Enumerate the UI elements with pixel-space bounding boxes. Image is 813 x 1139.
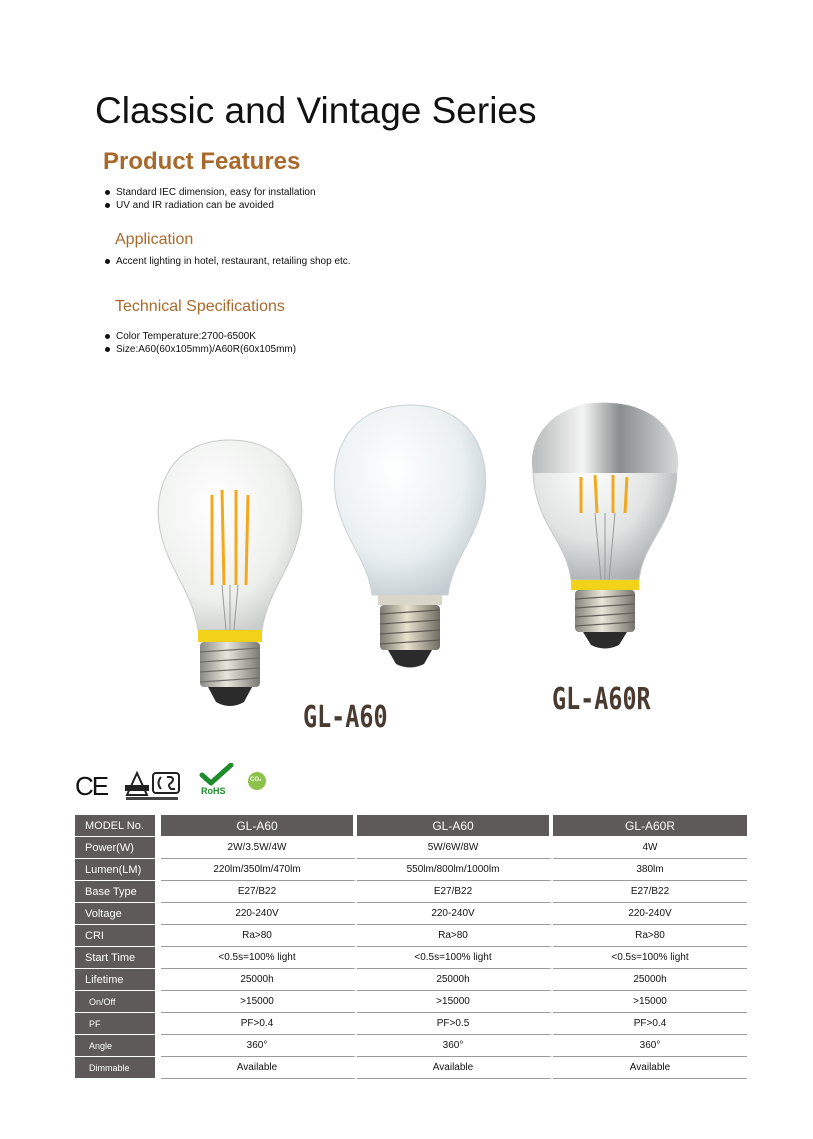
- table-cell: Available: [553, 1057, 747, 1079]
- table-cell: E27/B22: [161, 881, 357, 903]
- table-cell: <0.5s=100% light: [357, 947, 553, 969]
- header-col: GL-A60R: [553, 815, 747, 837]
- table-cell: >15000: [553, 991, 747, 1013]
- table-cell: Available: [161, 1057, 357, 1079]
- table-cell: E27/B22: [357, 881, 553, 903]
- table-cell: PF>0.5: [357, 1013, 553, 1035]
- table-cell: 25000h: [553, 969, 747, 991]
- rohs-label: RoHS: [201, 786, 226, 796]
- table-cell: Ra>80: [357, 925, 553, 947]
- page-title: Classic and Vintage Series: [95, 90, 537, 131]
- header-col: GL-A60: [161, 815, 357, 837]
- frosted-bulb-image: [330, 400, 490, 675]
- table-cell: 25000h: [357, 969, 553, 991]
- list-item: Color Temperature:2700-6500K: [103, 330, 296, 343]
- table-cell: 550lm/800lm/1000lm: [357, 859, 553, 881]
- table-cell: 380lm: [553, 859, 747, 881]
- table-header-row: [75, 815, 747, 837]
- table-row: [75, 859, 747, 881]
- row-label: On/Off: [75, 991, 161, 1013]
- gs-safety-mark-icon: [123, 767, 185, 801]
- table-cell: Available: [357, 1057, 553, 1079]
- ce-mark-icon: CE: [75, 771, 108, 801]
- table-cell: 360°: [553, 1035, 747, 1057]
- list-item: Standard IEC dimension, easy for installation: [103, 186, 316, 199]
- model-label-a60: GL-A60: [303, 700, 388, 735]
- rohs-check-icon: [199, 763, 235, 787]
- tech-heading: Technical Specifications: [115, 298, 285, 315]
- table-cell: <0.5s=100% light: [161, 947, 357, 969]
- table-row: [75, 1013, 747, 1035]
- application-list: [103, 255, 351, 268]
- table-row: [75, 881, 747, 903]
- row-label: Base Type: [75, 881, 161, 903]
- table-row: [75, 947, 747, 969]
- features-heading: Product Features: [103, 148, 301, 175]
- tech-list: [103, 330, 296, 356]
- co2-label: CO₂: [250, 777, 262, 783]
- table-cell: 220lm/350lm/470lm: [161, 859, 357, 881]
- table-cell: 25000h: [161, 969, 357, 991]
- table-cell: <0.5s=100% light: [553, 947, 747, 969]
- list-item: Accent lighting in hotel, restaurant, retailing shop etc.: [103, 255, 351, 268]
- clear-filament-bulb-image: [150, 430, 310, 715]
- row-label: Angle: [75, 1035, 161, 1057]
- table-cell: 2W/3.5W/4W: [161, 837, 357, 859]
- table-row: [75, 1057, 747, 1079]
- header-model-no: MODEL No.: [75, 815, 161, 837]
- row-label: Voltage: [75, 903, 161, 925]
- row-label: Lifetime: [75, 969, 161, 991]
- row-label: PF: [75, 1013, 161, 1035]
- table-row: [75, 1035, 747, 1057]
- row-label: Lumen(LM): [75, 859, 161, 881]
- table-cell: >15000: [357, 991, 553, 1013]
- table-row: [75, 837, 747, 859]
- list-item: Size:A60(60x105mm)/A60R(60x105mm): [103, 343, 296, 356]
- header-col: GL-A60: [357, 815, 553, 837]
- silver-top-bulb-image: [525, 395, 685, 660]
- table-cell: E27/B22: [553, 881, 747, 903]
- spec-table: [75, 815, 747, 1079]
- list-item: UV and IR radiation can be avoided: [103, 199, 316, 212]
- table-row: [75, 903, 747, 925]
- table-cell: >15000: [161, 991, 357, 1013]
- table-cell: PF>0.4: [161, 1013, 357, 1035]
- table-cell: 220-240V: [357, 903, 553, 925]
- table-cell: 220-240V: [161, 903, 357, 925]
- table-row: [75, 925, 747, 947]
- row-label: CRI: [75, 925, 161, 947]
- model-label-a60r: GL-A60R: [552, 682, 651, 717]
- table-cell: PF>0.4: [553, 1013, 747, 1035]
- table-row: [75, 991, 747, 1013]
- table-cell: Ra>80: [161, 925, 357, 947]
- table-cell: 5W/6W/8W: [357, 837, 553, 859]
- table-cell: Ra>80: [553, 925, 747, 947]
- table-cell: 4W: [553, 837, 747, 859]
- table-row: [75, 969, 747, 991]
- application-heading: Application: [115, 231, 194, 248]
- row-label: Power(W): [75, 837, 161, 859]
- table-cell: 220-240V: [553, 903, 747, 925]
- features-list: [103, 186, 316, 212]
- table-cell: 360°: [161, 1035, 357, 1057]
- table-cell: 360°: [357, 1035, 553, 1057]
- row-label: Dimmable: [75, 1057, 161, 1079]
- row-label: Start Time: [75, 947, 161, 969]
